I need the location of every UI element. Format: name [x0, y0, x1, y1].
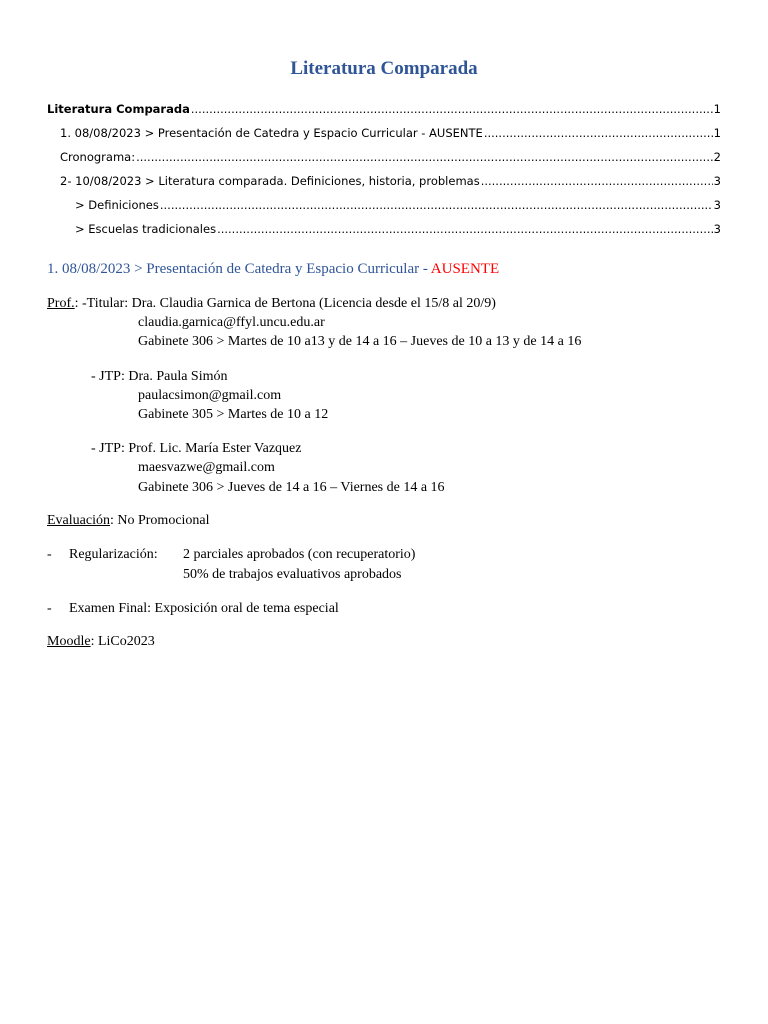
toc-leader [217, 217, 713, 241]
examen-final-text: Examen Final: Exposición oral de tema especial [69, 601, 339, 616]
toc-entry-text: Cronograma: [60, 150, 136, 164]
regularizacion-item: 2 parciales aprobados (con recuperatorio) [183, 547, 416, 562]
toc-entry[interactable] [47, 97, 721, 121]
toc-page-number: 1 [713, 126, 721, 140]
evaluacion-value: : No Promocional [109, 513, 210, 528]
absent-flag: AUSENTE [430, 261, 500, 277]
regularizacion-item: 50% de trabajos evaluativos aprobados [183, 567, 402, 582]
jtp2-name: - JTP: Prof. Lic. María Ester Vazquez [91, 441, 302, 456]
toc-leader [481, 169, 713, 193]
toc-entry-text: Literatura Comparada [47, 102, 190, 116]
moodle-label: Moodle [47, 634, 91, 649]
toc-page-number: 2 [713, 150, 721, 164]
toc-page-number: 3 [713, 198, 721, 212]
toc-entry[interactable] [47, 217, 721, 241]
toc-page-number: 3 [713, 222, 721, 236]
evaluacion-label: Evaluación [47, 513, 110, 528]
toc-entry-text: 1. 08/08/2023 > Presentación de Catedra y Espacio Curricular - AUSENTE [60, 126, 483, 140]
toc-leader [484, 121, 713, 145]
document-title: Literatura Comparada [290, 58, 478, 79]
toc-page-number: 1 [713, 102, 721, 116]
section-heading-text: 1. 08/08/2023 > Presentación de Catedra y Espacio Curricular - [47, 261, 431, 277]
jtp2-office-hours: Gabinete 306 > Jueves de 14 a 16 – Viernes de 14 a 16 [138, 480, 445, 495]
toc-leader [191, 97, 713, 121]
bullet-dash: - [47, 547, 52, 562]
toc-page-number: 3 [713, 174, 721, 188]
evaluacion-line [47, 511, 210, 530]
toc-entry[interactable] [47, 145, 721, 169]
toc-entry[interactable] [47, 169, 721, 193]
titular-office-hours: Gabinete 306 > Martes de 10 a13 y de 14 a 16 – Jueves de 10 a 13 y de 14 a 16 [138, 334, 582, 349]
jtp1-email: paulacsimon@gmail.com [138, 388, 282, 403]
titular-email: claudia.garnica@ffyl.uncu.edu.ar [138, 315, 325, 330]
toc-entry-text: 2- 10/08/2023 > Literatura comparada. Definiciones, historia, problemas [60, 174, 480, 188]
toc-entry-text: > Definiciones [75, 198, 159, 212]
toc-leader [160, 193, 713, 217]
toc-entry-text: > Escuelas tradicionales [75, 222, 217, 236]
moodle-value: : LiCo2023 [90, 634, 155, 649]
jtp2-email: maesvazwe@gmail.com [138, 460, 275, 475]
jtp1-name: - JTP: Dra. Paula Simón [91, 369, 228, 384]
regularizacion-label: Regularización: [69, 547, 158, 562]
section-heading [47, 261, 499, 278]
toc-leader [136, 145, 713, 169]
toc-entry[interactable] [47, 193, 721, 217]
prof-label: Prof. [47, 296, 75, 311]
prof-titular-text: : -Titular: Dra. Claudia Garnica de Bertona (Licencia desde el 15/8 al 20/9) [74, 296, 496, 311]
table-of-contents [47, 97, 721, 241]
moodle-line [47, 632, 155, 651]
prof-titular-line [47, 294, 496, 313]
jtp1-office-hours: Gabinete 305 > Martes de 10 a 12 [138, 407, 329, 422]
bullet-dash: - [47, 601, 52, 616]
toc-entry[interactable] [47, 121, 721, 145]
